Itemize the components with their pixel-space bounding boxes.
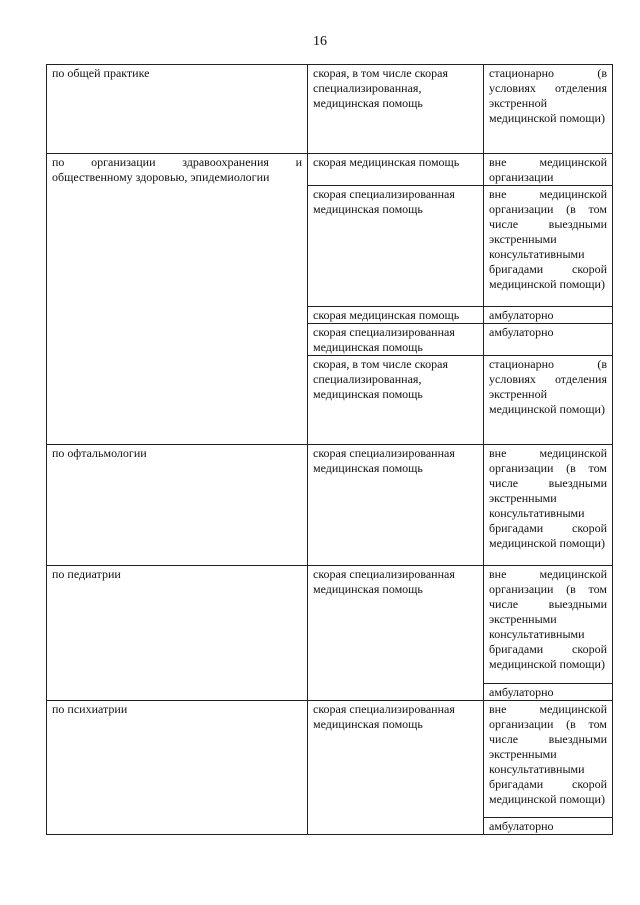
table-row — [47, 566, 613, 684]
care-type-cell: скорая специализированная медицинская помощь — [308, 701, 484, 835]
care-type-cell: скорая медицинская помощь — [308, 307, 484, 324]
table-row — [47, 154, 613, 186]
specialty-cell: по офтальмологии — [47, 445, 308, 566]
care-type-cell: скорая, в том числе скорая специализированная, медицинская помощь — [308, 65, 484, 154]
care-condition-cell: вне медицинской организации (в том числе выездными экстренными консультативными бригадами скорой медицинской помощи) — [484, 566, 613, 684]
table-row — [47, 701, 613, 818]
specialty-cell: по общей практике — [47, 65, 308, 154]
care-type-cell: скорая специализированная медицинская помощь — [308, 324, 484, 356]
care-condition-cell: стационарно (в условиях отделения экстренной медицинской помощи) — [484, 356, 613, 445]
care-condition-cell: амбулаторно — [484, 818, 613, 835]
care-type-cell: скорая специализированная медицинская помощь — [308, 445, 484, 566]
specialty-cell: по педиатрии — [47, 566, 308, 701]
medical-care-table — [46, 64, 613, 835]
care-condition-cell: вне медицинской организации (в том числе выездными экстренными консультативными бригадами скорой медицинской помощи) — [484, 186, 613, 307]
specialty-cell: по организации здравоохранения и общественному здоровью, эпидемиологии — [47, 154, 308, 445]
care-type-cell: скорая специализированная медицинская помощь — [308, 566, 484, 701]
page-number: 16 — [313, 34, 327, 49]
care-type-cell: скорая медицинская помощь — [308, 154, 484, 186]
care-condition-cell: амбулаторно — [484, 684, 613, 701]
care-condition-cell: вне медицинской организации (в том числе выездными экстренными консультативными бригадами скорой медицинской помощи) — [484, 701, 613, 818]
care-type-cell: скорая специализированная медицинская помощь — [308, 186, 484, 307]
care-condition-cell: амбулаторно — [484, 324, 613, 356]
care-condition-cell: амбулаторно — [484, 307, 613, 324]
specialty-cell: по психиатрии — [47, 701, 308, 835]
care-condition-cell: стационарно (в условиях отделения экстренной медицинской помощи) — [484, 65, 613, 154]
care-type-cell: скорая, в том числе скорая специализированная, медицинская помощь — [308, 356, 484, 445]
care-condition-cell: вне медицинской организации — [484, 154, 613, 186]
table-row — [47, 445, 613, 566]
table-row — [47, 65, 613, 154]
care-condition-cell: вне медицинской организации (в том числе выездными экстренными консультативными бригадами скорой медицинской помощи) — [484, 445, 613, 566]
